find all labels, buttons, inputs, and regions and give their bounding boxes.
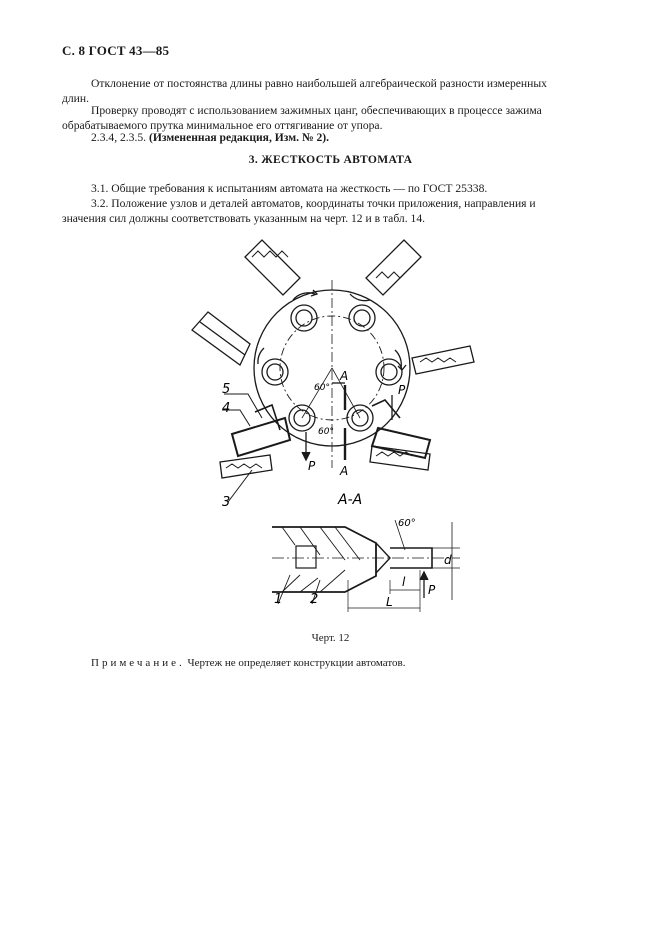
label-force-p-right: P (398, 383, 406, 397)
paragraph-revision (91, 130, 329, 145)
label-angle-2: 60° (318, 427, 334, 437)
section-a-a-title: A-A (338, 492, 363, 508)
paragraph-check-cont: обрабатываемого прутка минимальное его оттягивание от упора. (62, 119, 383, 132)
spindle-top-right (349, 305, 375, 331)
label-5: 5 (222, 382, 231, 397)
paragraph-3-1: 3.1. Общие требования к испытаниям автомата на жесткость — по ГОСТ 25338. (91, 182, 488, 195)
label-dim-d: d (444, 553, 452, 567)
note-label: Примечание. (91, 657, 185, 669)
technical-drawing (180, 228, 480, 628)
holder-left (232, 418, 290, 456)
label-force-p-section: P (428, 583, 436, 597)
slide-top-left (245, 240, 300, 295)
revision-note: (Измененная редакция, Изм. № 2). (148, 131, 330, 144)
spindle-mid-right (376, 359, 402, 385)
paragraph-deviation: Отклонение от постоянства длины равно наибольшей алгебраической разности измеренных (91, 77, 547, 90)
collet-body (272, 527, 376, 592)
page-header: С. 8 ГОСТ 43—85 (62, 43, 170, 58)
label-section-a-bottom: A (340, 464, 349, 478)
figure-caption: Черт. 12 (311, 632, 350, 644)
paragraph-3-2: 3.2. Положение узлов и деталей автоматов, координаты точки приложения, направления и (91, 197, 536, 210)
label-dim-l: l (402, 575, 406, 589)
slide-left (192, 312, 250, 365)
label-angle-1: 60° (314, 383, 330, 393)
note (91, 657, 405, 669)
paragraph-check: Проверку проводят с использованием зажимных цанг, обеспечивающих в процессе зажима (91, 104, 542, 117)
slide-top-right (366, 240, 421, 295)
spindle-mid-left (262, 359, 288, 385)
note-text: Чертеж не определяет конструкции автоматов. (184, 657, 406, 669)
label-dim-L: L (386, 595, 393, 609)
spindle-top-left (291, 305, 317, 331)
collet-insert (296, 546, 316, 568)
label-3: 3 (222, 495, 231, 510)
revision-numbers: 2.3.4, 2.3.5. (91, 131, 149, 144)
label-force-p-left: P (308, 459, 316, 473)
section-title: 3. ЖЕСТКОСТЬ АВТОМАТА (248, 153, 413, 166)
paragraph-deviation-cont: длин. (62, 92, 89, 105)
label-4: 4 (222, 401, 231, 416)
label-2: 2 (310, 592, 319, 607)
label-1: 1 (274, 592, 283, 607)
paragraph-3-2-cont: значения сил должны соответствовать указанным на черт. 12 и в табл. 14. (62, 212, 426, 225)
label-section-a-top: A (340, 369, 349, 383)
slide-right (412, 346, 474, 374)
label-angle-section: 60° (398, 518, 416, 529)
holder-right (372, 428, 430, 458)
